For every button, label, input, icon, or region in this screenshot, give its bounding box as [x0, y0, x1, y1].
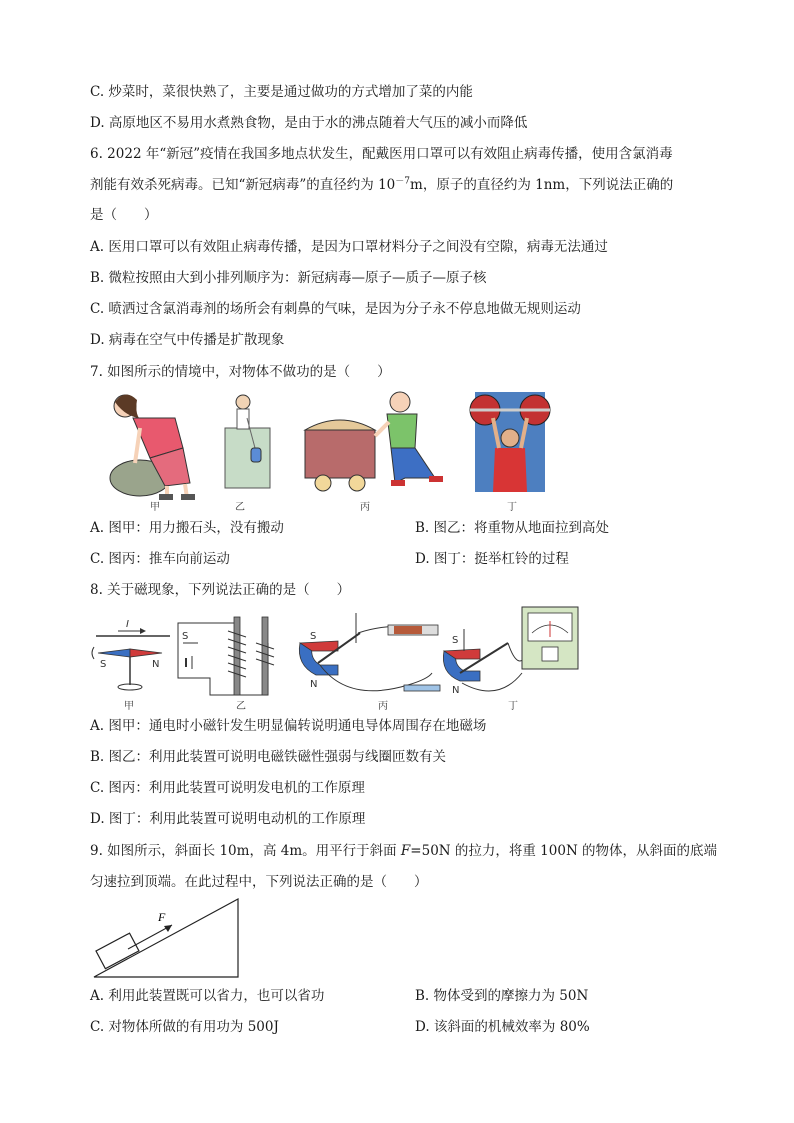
q8-label-n-jia: N — [152, 659, 160, 670]
q8-label-s-ding: S — [452, 635, 459, 646]
q9-stem-line2: 匀速拉到顶端。在此过程中，下列说法正确的是（ ） — [90, 874, 428, 890]
q7-figure-ding — [470, 392, 550, 492]
q8-stem: 8. 关于磁现象，下列说法正确的是（ ） — [90, 582, 351, 598]
q8-option-b: B. 图乙：利用此装置可说明电磁铁磁性强弱与线圈匝数有关 — [90, 749, 447, 765]
q6-stem-line2-pre: 剂能有效杀死病毒。已知“新冠病毒”的直径约为 10 — [90, 177, 396, 193]
q7-option-a: A. 图甲：用力搬石头，没有搬动 — [90, 520, 284, 536]
q7-option-c: C. 图丙：推车向前运动 — [90, 551, 230, 567]
q6-stem-line2-post: m，原子的直径约为 1nm，下列说法正确的 — [410, 177, 674, 193]
q6-stem-exponent: －7 — [395, 176, 411, 187]
q8-label-n-bing: N — [310, 679, 318, 690]
q7-stem: 7. 如图所示的情境中，对物体不做功的是（ ） — [90, 364, 391, 380]
q7-option-b: B. 图乙：将重物从地面拉到高处 — [415, 520, 610, 536]
q7-caption-yi: 乙 — [235, 502, 245, 513]
force-arrow — [128, 925, 172, 949]
q5-option-c: C. 炒菜时，菜很快熟了，主要是通过做功的方式增加了菜的内能 — [90, 84, 473, 100]
q8-figure-bing — [299, 613, 440, 691]
q7-figure-bing — [305, 392, 443, 491]
q6-option-c: C. 喷洒过含氯消毒剂的场所会有刺鼻的气味，是因为分子永不停息地做无规则运动 — [90, 301, 581, 317]
force-label: F — [158, 910, 166, 924]
q7-caption-bing: 丙 — [360, 502, 370, 513]
q9-option-c: C. 对物体所做的有用功为 500J — [90, 1019, 279, 1035]
q8-label-s-jia: S — [100, 659, 107, 670]
q9-option-a: A. 利用此装置既可以省力，也可以省功 — [90, 988, 325, 1004]
q9-option-d: D. 该斜面的机械效率为 80% — [415, 1019, 590, 1035]
q8-label-n-ding: N — [452, 685, 460, 696]
q7-figure-yi — [225, 395, 270, 488]
q5-option-d: D. 高原地区不易用水煮熟食物，是由于水的沸点随着大气压的减小而降低 — [90, 115, 528, 131]
q8-figure-yi — [178, 617, 274, 695]
q6-option-a: A. 医用口罩可以有效阻止病毒传播，是因为口罩材料分子之间没有空隙，病毒无法通过 — [90, 239, 608, 255]
q8-figure — [88, 603, 598, 713]
q8-option-d: D. 图丁：利用此装置可说明电动机的工作原理 — [90, 811, 366, 827]
q8-caption-jia: 甲 — [124, 701, 134, 712]
block — [96, 933, 139, 968]
q9-incline-figure — [92, 897, 252, 981]
q7-caption-jia: 甲 — [150, 502, 160, 513]
q7-figure-jia — [110, 394, 195, 500]
q8-caption-yi: 乙 — [236, 701, 246, 712]
q9-stem-line1 — [90, 841, 717, 861]
q9-stem-line1-pre: 9. 如图所示，斜面长 10m，高 4m。用平行于斜面 — [90, 843, 401, 859]
q8-label-s-bing: S — [310, 631, 317, 642]
q8-option-a: A. 图甲：通电时小磁针发生明显偏转说明通电导体周围存在地磁场 — [90, 718, 487, 734]
q7-caption-ding: 丁 — [507, 502, 517, 513]
q8-caption-ding: 丁 — [508, 701, 518, 712]
q9-option-b: B. 物体受到的摩擦力为 50N — [415, 988, 589, 1004]
q8-label-s-yi: S — [182, 631, 189, 642]
q8-option-c: C. 图丙：利用此装置可说明发电机的工作原理 — [90, 780, 365, 796]
incline — [94, 899, 238, 977]
q8-figure-ding — [443, 607, 578, 691]
q9-stem-force-symbol: F — [400, 843, 411, 859]
q6-stem-line2 — [90, 175, 673, 195]
q6-option-d: D. 病毒在空气中传播是扩散现象 — [90, 332, 285, 348]
q7-figure — [95, 388, 565, 518]
q6-stem-line1: 6. 2022 年“新冠”疫情在我国多地点状发生，配戴医用口罩可以有效阻止病毒传播，使用含氯消毒 — [90, 146, 673, 162]
q9-stem-line1-post: =50N 的拉力，将重 100N 的物体，从斜面的底端 — [410, 843, 718, 859]
q8-caption-bing: 丙 — [378, 701, 388, 712]
q7-option-d: D. 图丁：挺举杠铃的过程 — [415, 551, 569, 567]
q6-option-b: B. 微粒按照由大到小排列顺序为：新冠病毒—原子—质子—原子核 — [90, 270, 487, 286]
q6-stem-line3: 是（ ） — [90, 207, 158, 223]
q8-label-current: I — [126, 619, 129, 630]
